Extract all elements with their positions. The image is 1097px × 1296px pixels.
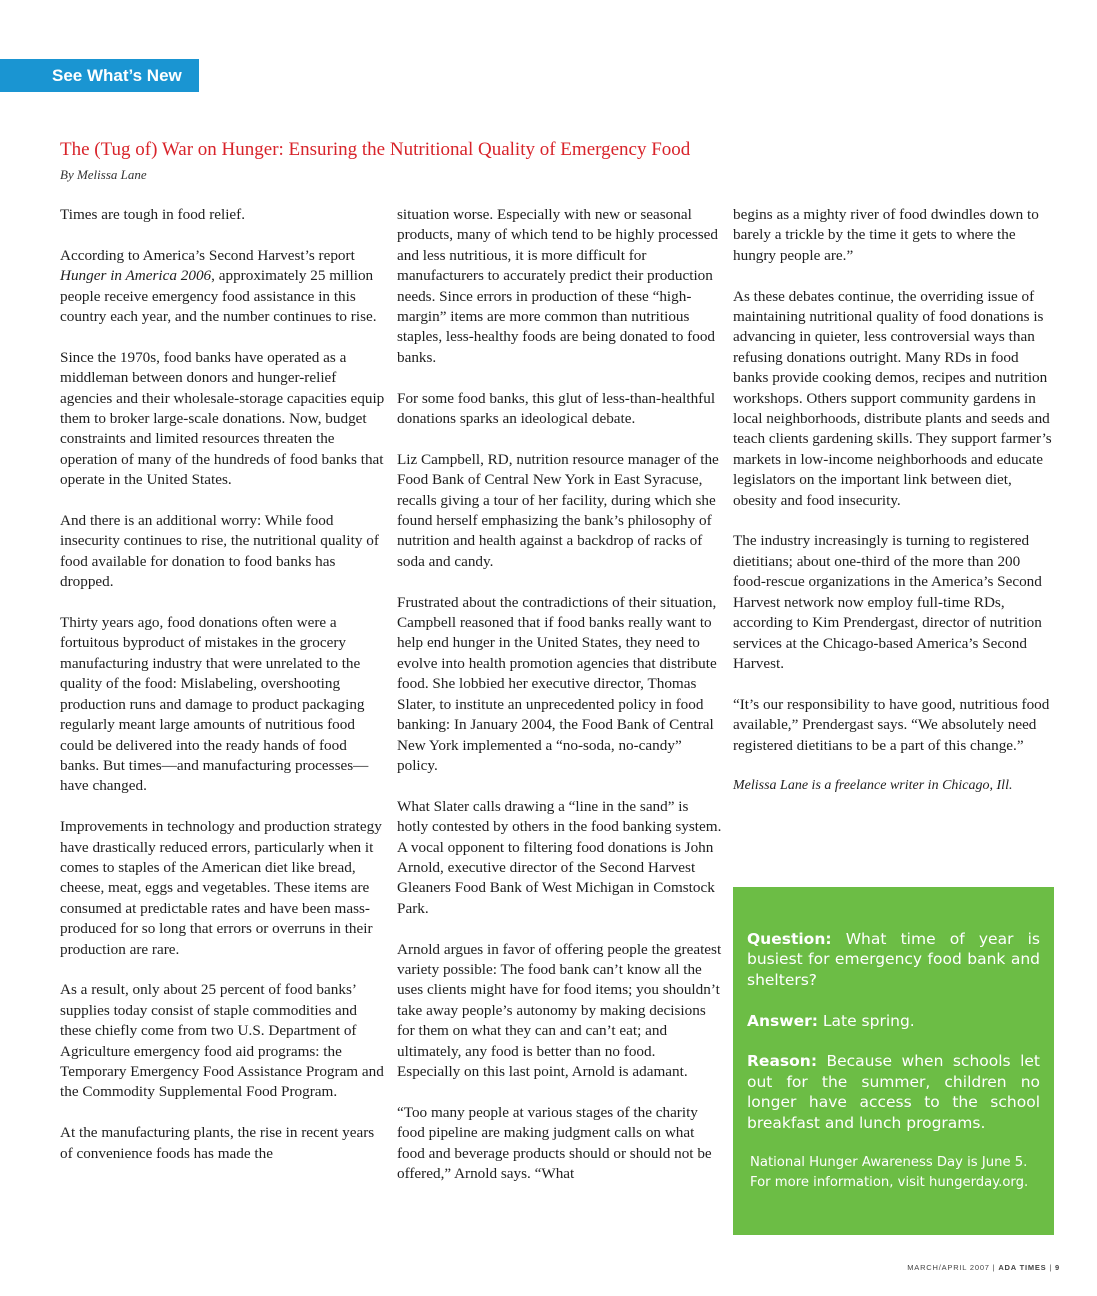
paragraph: situation worse. Especially with new or seasonal products, many of which tend to be highly processed and less nutritious, it is more difficult for manufacturers to accurately predict their production needs. Since errors in production of these “high-margin” items are more common than nutritious staples, less-healthy foods are being donated to food banks.	[397, 206, 718, 366]
page-number: 9	[1055, 1263, 1060, 1272]
paragraph: And there is an additional worry: While food insecurity continues to rise, the nutritional quality of food available for donation to food banks has dropped.	[60, 512, 379, 591]
qa-note: National Hunger Awareness Day is June 5. For more information, visit hungerday.org.	[750, 1155, 1029, 1191]
paragraph: Times are tough in food relief.	[60, 206, 246, 223]
paragraph: “Too many people at various stages of the charity food pipeline are making judgment calls on what food and beverage products should or should not be offered,” Arnold says. “What	[397, 1103, 712, 1182]
article-title: The (Tug of) War on Hunger: Ensuring the Nutritional Quality of Emergency Food	[60, 139, 691, 160]
section-banner-label: See What’s New	[52, 66, 182, 85]
qa-reason: Reason: Because when schools let out for the summer, children no longer have access to the school breakfast and lunch programs.	[747, 1052, 1040, 1132]
question-label: Question:	[747, 930, 832, 948]
article-column-2	[397, 205, 722, 1205]
paragraph: As a result, only about 25 percent of food banks’ supplies today consist of staple commodities and these chiefly come from two U.S. Department of Agriculture emergency food aid programs: the Temporary Emergency Food Assistance Program and the Commodity Supplemental Food Program.	[60, 981, 384, 1101]
paragraph: The industry increasingly is turning to registered dietitians; about one-third of the more than 200 food-rescue organizations in the America’s Second Harvest network now employ full-time RDs, according to Kim Prendergast, director of nutrition services at the Chicago-based America’s Second Harvest.	[733, 532, 1042, 672]
author-bio: Melissa Lane is a freelance writer in Chicago, Ill.	[733, 778, 1013, 794]
paragraph: Since the 1970s, food banks have operated as a middleman between donors and hunger-relief agencies and their wholesale-storage capacities equip them to broker large-scale donations. Now, budget constraints and limited resources threaten the operation of many of the hundreds of food banks that operate in the United States.	[60, 348, 385, 489]
issue-date: MARCH/APRIL 2007	[907, 1263, 990, 1272]
reason-label: Reason:	[747, 1052, 818, 1071]
paragraph: Frustrated about the contradictions of their situation, Campbell reasoned that if food banks really want to help end hunger in the United States, they need to evolve into health promotion agencies that distribute food. She lobbied her executive director, Thomas Slater, to institute an unprecedented policy in food banking: In January 2004, the Food Bank of Central New York implemented a “no-soda, no-candy” policy.	[397, 593, 717, 774]
article-column-1	[60, 205, 385, 1184]
paragraph: According to America’s Second Harvest’s report Hunger in America 2006, approximately 25 million people receive emergency food assistance in this country each year, and the number continues to rise.	[60, 246, 377, 326]
qa-question: Question: What time of year is busiest for emergency food bank and shelters?	[747, 930, 1040, 989]
section-banner	[0, 59, 199, 92]
article-byline: By Melissa Lane	[60, 167, 147, 182]
paragraph: Liz Campbell, RD, nutrition resource manager of the Food Bank of Central New York in East Syracuse, recalls giving a tour of her facility, during which she found herself emphasizing the bank’s philosophy of nutrition and health against a backdrop of racks of soda and candy.	[397, 450, 719, 570]
paragraph: As these debates continue, the overriding issue of maintaining nutritional quality of food donations is advancing in quieter, less controversial ways than refusing donations outright. Many RDs in food banks provide cooking demos, recipes and nutrition workshops. Others support community gardens in local neighborhoods, distribute plants and seeds and teach clients gardening skills. They support farmer’s markets in low-income neighborhoods and educate legislators on the important link between diet, obesity and food insecurity.	[733, 287, 1052, 509]
paragraph: Thirty years ago, food donations often were a fortuitous byproduct of mistakes in the grocery manufacturing industry that were unrelated to the quality of the food: Mislabeling, overshooting production runs and damage to product packaging regularly meant large amounts of nutritious food could be delivered into the ready hands of food banks. But times—and manufacturing processes—have changed.	[60, 614, 369, 795]
report-title: Hunger in America 2006	[60, 267, 212, 285]
publication-name: ADA TIMES	[998, 1263, 1047, 1272]
answer-label: Answer:	[747, 1011, 818, 1030]
paragraph: Arnold argues in favor of offering people the greatest variety possible: The food bank can’t know all the uses clients might have for food items; you shouldn’t take away people’s autonomy by making decisions for them on what they can and can’t eat; and ultimately, any food is better than no food. Especially on this last point, Arnold is adamant.	[397, 940, 722, 1080]
qa-callout-box	[733, 887, 1054, 1235]
paragraph: begins as a mighty river of food dwindles down to barely a trickle by the time it gets to where the hungry people are.”	[733, 206, 1039, 264]
paragraph: What Slater calls drawing a “line in the sand” is hotly contested by others in the food banking system. A vocal opponent to filtering food donations is John Arnold, executive director of the Second Harvest Gleaners Food Bank of West Michigan in Comstock Park.	[397, 797, 722, 917]
paragraph: At the manufacturing plants, the rise in recent years of convenience foods has made the	[60, 1124, 375, 1162]
paragraph: Improvements in technology and production strategy have drastically reduced errors, particularly when it comes to staples of the American diet like bread, cheese, meat, eggs and vegetables. These items are consumed at predictable rates and have been mass-produced for so long that errors or overruns in their production are rare.	[60, 818, 382, 958]
paragraph: For some food banks, this glut of less-than-healthful donations sparks an ideological debate.	[397, 389, 716, 428]
page-footer: MARCH/APRIL 2007 | ADA TIMES | 9	[907, 1263, 1060, 1272]
paragraph: “It’s our responsibility to have good, nutritious food available,” Prendergast says. “We absolutely need registered dietitians to be a part of this change.”	[733, 695, 1050, 754]
qa-answer: Answer: Late spring.	[747, 1011, 915, 1030]
article-column-3	[733, 205, 1055, 817]
